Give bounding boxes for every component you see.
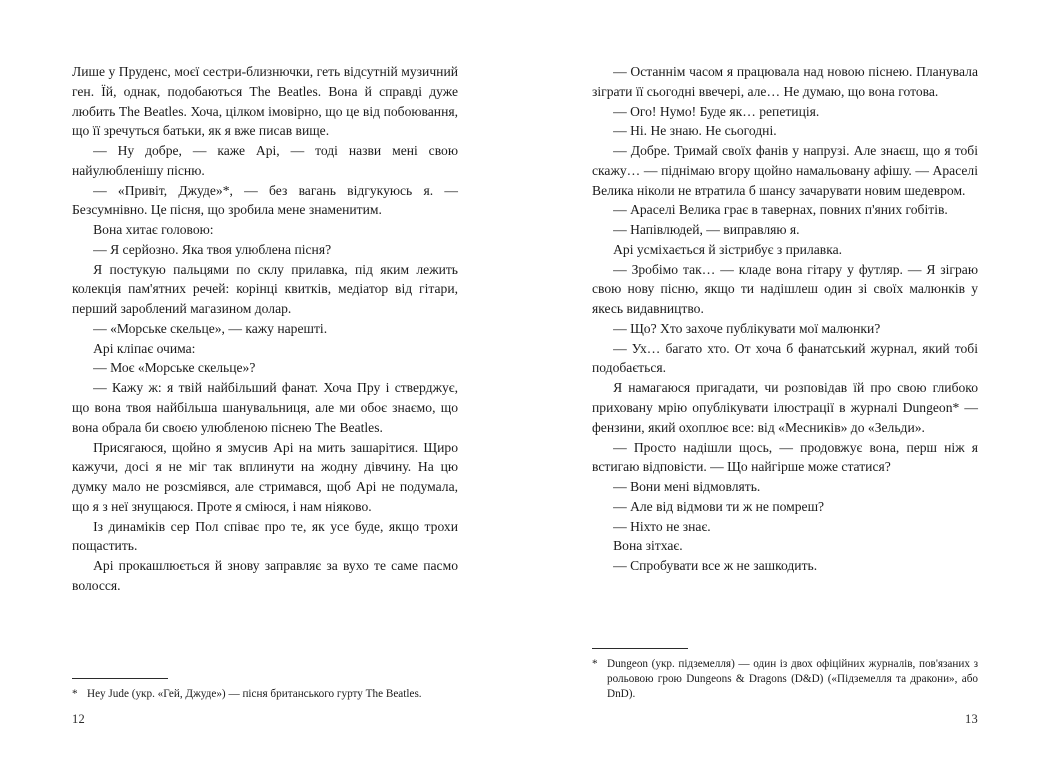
left-page-footnote-zone (72, 678, 458, 702)
footnote (72, 687, 458, 702)
right-page-footnote-zone (592, 648, 978, 702)
paragraph: Вона хитає головою: (93, 222, 214, 238)
paragraph: Вона зітхає. (613, 538, 683, 554)
page-number-left: 12 (72, 712, 85, 726)
paragraph: — Ні. Не знаю. Не сьогодні. (613, 123, 777, 139)
right-page-body (592, 62, 978, 576)
footnote-separator-rule (72, 678, 168, 679)
paragraph: — Просто надішли щось, — продовжує вона, перш ніж я встигаю відповісти. — Що найгірше може статися? (592, 439, 978, 475)
paragraph: — Ну добре, — каже Арі, — тоді назви мені свою найулюбленішу пісню. (72, 143, 458, 178)
paragraph: Арі прокашлюється й знову заправляє за вухо те саме пасмо волосся. (72, 558, 458, 593)
paragraph: — Вони мені відмовлять. (613, 479, 761, 495)
paragraph: Я постукую пальцями по склу прилавка, під яким лежить колекція пам'ятних речей: корінці квитків, медіатор від гітари, перший зароблений магазином долар. (72, 261, 458, 317)
left-page-spacer (72, 596, 458, 668)
paragraph: — Але від відмови ти ж не помреш? (613, 498, 825, 514)
page-number-right: 13 (965, 712, 978, 726)
paragraph: Присягаюся, щойно я змусив Арі на мить зашарітися. Щиро кажучи, досі я не міг так вплинути на жодну дівчину. На цю думку мало не розсміявся, але стримався, щоб Арі не подумала, що я з неї знущаюся. Проте я сміюся, і нам ніяково. (72, 439, 458, 514)
paragraph: — Напівлюдей, — виправляю я. (613, 222, 800, 238)
paragraph: — Моє «Морське скельце»? (93, 360, 256, 376)
paragraph: — Добре. Тримай своїх фанів у напрузі. Але знаєш, що я тобі скажу… — піднімаю вгору щойно намальовану афішу. — Араселі Велика ніколи не втратила б шансу зачарувати новим шедевром. (592, 143, 978, 198)
paragraph: Лише у Пруденс, моєї сестри-близнючки, геть відсутній музичний ген. Їй, однак, подобаються The Beatles. Вона й справді дуже любить The Beatles. Хоча, цілком імовірно, що це від побоювання, що її зречуться батьки, як я вже писав вище. (72, 64, 458, 139)
paragraph: — Останнім часом я працювала над новою піснею. Планувала зіграти її сьогодні ввечері, але… Не думаю, що вона готова. (592, 64, 978, 99)
paragraph: — Спробувати все ж не зашкодить. (613, 558, 818, 574)
paragraph: Із динаміків сер Пол співає про те, як усе буде, якщо трохи пощастить. (72, 518, 458, 554)
paragraph: — Зробімо так… — кладе вона гітару у футляр. — Я зіграю свою нову пісню, якщо ти надішлеш один зі своїх малюнків у якесь видавництво. (592, 261, 978, 317)
paragraph: Я намагаюся пригадати, чи розповідав їй про свою глибоко приховану мрію опублікувати ілюстрації в журналі Dungeon* — фензини, який охоплює все: від «Месників» до «Зельди». (592, 380, 978, 435)
page-right (588, 62, 978, 702)
paragraph: Арі кліпає очима: (93, 340, 196, 356)
paragraph: — Ух… багато хто. От хоча б фанатський журнал, який тобі подобається. (592, 340, 978, 376)
footnote-separator-rule (592, 648, 688, 649)
paragraph: — Ого! Нумо! Буде як… репетиція. (613, 103, 820, 119)
page-left (72, 62, 462, 702)
paragraph: Арі усміхається й зістрибує з прилавка. (613, 241, 843, 257)
paragraph: — Що? Хто захоче публікувати мої малюнки? (613, 320, 881, 336)
footnote-marker: * (72, 688, 78, 701)
folio-row (72, 712, 978, 727)
paragraph: — «Привіт, Джуде»*, — без вагань відгукуюсь я. — Безсумнівно. Це пісня, що зробила мене знаменитим. (72, 182, 458, 218)
footnote (592, 657, 978, 702)
paragraph: — Кажу ж: я твій найбільший фанат. Хоча Пру і стверджує, що вона твоя найбільша шанувальниця, але ми обоє знаємо, що вона обрала би своєю улюбленою піснею The Beatles. (72, 380, 458, 435)
footnote-marker: * (592, 658, 598, 671)
footnote-text: Dungeon (укр. підземелля) — один із двох офіційних журналів, пов'язаних з рольовою грою Dungeons & Dragons (D&D) («Підземелля та дракони», або DnD). (607, 658, 978, 701)
left-page-body (72, 62, 458, 596)
paragraph: — Араселі Велика грає в тавернах, повних п'яних гобітів. (613, 202, 948, 218)
right-page-spacer (592, 576, 978, 638)
footnote-text: Hey Jude (укр. «Гей, Джуде») — пісня британського гурту The Beatles. (87, 688, 422, 701)
paragraph: — Я серйозно. Яка твоя улюблена пісня? (93, 241, 332, 257)
paragraph: — Ніхто не знає. (613, 518, 711, 534)
paragraph: — «Морське скельце», — кажу нарешті. (93, 320, 328, 336)
